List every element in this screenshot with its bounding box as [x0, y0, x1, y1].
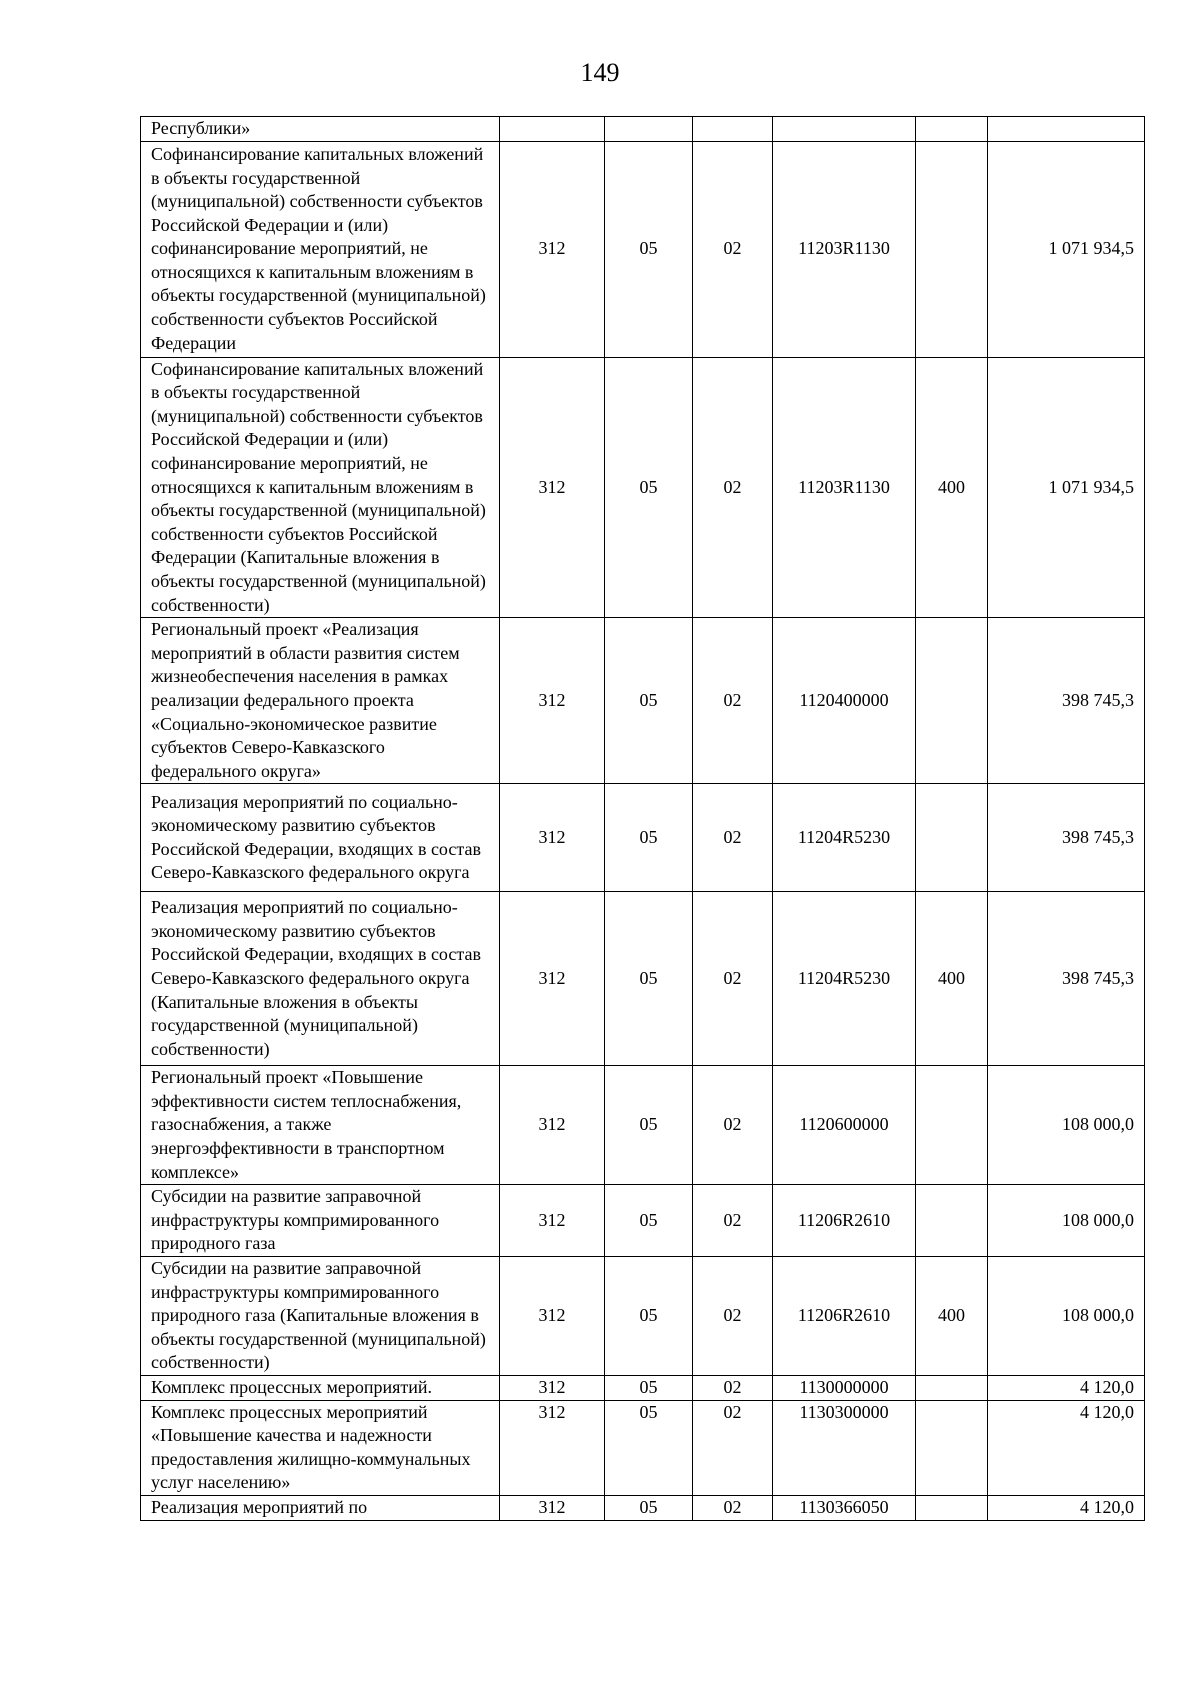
- row-name: Софинансирование капитальных вложений в объекты государственной (муниципальной) собственности субъектов Российской Федерации и (или) софинансирование мероприятий, не относящихся к капитальным вложениям в объекты государственной (муниципальной) собственности субъектов Российской Федерации: [141, 141, 500, 357]
- target-article-code: 11206R2610: [773, 1257, 916, 1376]
- ministry-code: 312: [500, 1400, 605, 1495]
- target-article-code: 11203R1130: [773, 141, 916, 357]
- row-name: Реализация мероприятий по социально-экономическому развитию субъектов Российской Федерации, входящих в состав Северо-Кавказского федерального округа: [141, 784, 500, 892]
- row-name: Субсидии на развитие заправочной инфраструктуры компримированного природного газа: [141, 1185, 500, 1257]
- row-name: Комплекс процессных мероприятий.: [141, 1376, 500, 1401]
- section-code: 05: [605, 357, 693, 618]
- table-row: [141, 892, 1145, 1066]
- target-article-code: 1130000000: [773, 1376, 916, 1401]
- expense-type-code: [916, 618, 988, 784]
- row-name: Региональный проект «Реализация мероприятий в области развития систем жизнеобеспечения населения в рамках реализации федерального проекта «Социально-экономическое развитие субъектов Северо-Кавказского федерального округа»: [141, 618, 500, 784]
- table-row: [141, 1257, 1145, 1376]
- ministry-code: 312: [500, 1185, 605, 1257]
- row-name: Реализация мероприятий по социально-экономическому развитию субъектов Российской Федерации, входящих в состав Северо-Кавказского федерального округа (Капитальные вложения в объекты государственной (муниципальной) собственности): [141, 892, 500, 1066]
- subsection-code: 02: [693, 892, 773, 1066]
- ministry-code: 312: [500, 141, 605, 357]
- subsection-code: 02: [693, 618, 773, 784]
- row-name: Субсидии на развитие заправочной инфраструктуры компримированного природного газа (Капитальные вложения в объекты государственной (муниципальной) собственности): [141, 1257, 500, 1376]
- expense-type-code: [916, 117, 988, 142]
- table-row: [141, 618, 1145, 784]
- expense-type-code: [916, 784, 988, 892]
- target-article-code: 11204R5230: [773, 892, 916, 1066]
- amount: [988, 117, 1145, 142]
- expense-type-code: [916, 141, 988, 357]
- row-name: Республики»: [141, 117, 500, 142]
- section-code: 05: [605, 141, 693, 357]
- subsection-code: 02: [693, 1495, 773, 1520]
- target-article-code: [773, 117, 916, 142]
- section-code: 05: [605, 892, 693, 1066]
- expense-type-code: 400: [916, 357, 988, 618]
- row-name: Региональный проект «Повышение эффективности систем теплоснабжения, газоснабжения, а также энергоэффективности в транспортном комплексе»: [141, 1066, 500, 1185]
- table-row: [141, 1376, 1145, 1401]
- section-code: 05: [605, 1495, 693, 1520]
- target-article-code: 11204R5230: [773, 784, 916, 892]
- section-code: 05: [605, 1257, 693, 1376]
- amount: 1 071 934,5: [988, 141, 1145, 357]
- amount: 398 745,3: [988, 784, 1145, 892]
- ministry-code: 312: [500, 784, 605, 892]
- ministry-code: 312: [500, 1066, 605, 1185]
- amount: 108 000,0: [988, 1185, 1145, 1257]
- expense-type-code: 400: [916, 1257, 988, 1376]
- ministry-code: [500, 117, 605, 142]
- subsection-code: [693, 117, 773, 142]
- amount: 398 745,3: [988, 892, 1145, 1066]
- target-article-code: 1120600000: [773, 1066, 916, 1185]
- ministry-code: 312: [500, 1376, 605, 1401]
- target-article-code: 1130300000: [773, 1400, 916, 1495]
- ministry-code: 312: [500, 1495, 605, 1520]
- section-code: 05: [605, 618, 693, 784]
- table-row: [141, 117, 1145, 142]
- row-name: Софинансирование капитальных вложений в объекты государственной (муниципальной) собственности субъектов Российской Федерации и (или) софинансирование мероприятий, не относящихся к капитальным вложениям в объекты государственной (муниципальной) собственности субъектов Российской Федерации (Капитальные вложения в объекты государственной (муниципальной) собственности): [141, 357, 500, 618]
- expense-type-code: [916, 1400, 988, 1495]
- expense-type-code: [916, 1185, 988, 1257]
- section-code: 05: [605, 1185, 693, 1257]
- section-code: 05: [605, 1400, 693, 1495]
- ministry-code: 312: [500, 357, 605, 618]
- page-number: 149: [580, 58, 620, 87]
- subsection-code: 02: [693, 1400, 773, 1495]
- section-code: 05: [605, 1376, 693, 1401]
- target-article-code: 11206R2610: [773, 1185, 916, 1257]
- row-name: Комплекс процессных мероприятий «Повышение качества и надежности предоставления жилищно-коммунальных услуг населению»: [141, 1400, 500, 1495]
- amount: 398 745,3: [988, 618, 1145, 784]
- amount: 108 000,0: [988, 1066, 1145, 1185]
- amount: 4 120,0: [988, 1495, 1145, 1520]
- subsection-code: 02: [693, 1066, 773, 1185]
- subsection-code: 02: [693, 1376, 773, 1401]
- expense-type-code: [916, 1066, 988, 1185]
- subsection-code: 02: [693, 357, 773, 618]
- section-code: [605, 117, 693, 142]
- target-article-code: 1130366050: [773, 1495, 916, 1520]
- row-name: Реализация мероприятий по: [141, 1495, 500, 1520]
- target-article-code: 1120400000: [773, 618, 916, 784]
- table-row: [141, 1400, 1145, 1495]
- expense-type-code: [916, 1495, 988, 1520]
- subsection-code: 02: [693, 1257, 773, 1376]
- table-row: [141, 784, 1145, 892]
- amount: 108 000,0: [988, 1257, 1145, 1376]
- expense-type-code: [916, 1376, 988, 1401]
- ministry-code: 312: [500, 618, 605, 784]
- amount: 4 120,0: [988, 1376, 1145, 1401]
- section-code: 05: [605, 784, 693, 892]
- ministry-code: 312: [500, 1257, 605, 1376]
- ministry-code: 312: [500, 892, 605, 1066]
- table-row: [141, 357, 1145, 618]
- subsection-code: 02: [693, 784, 773, 892]
- section-code: 05: [605, 1066, 693, 1185]
- amount: 4 120,0: [988, 1400, 1145, 1495]
- target-article-code: 11203R1130: [773, 357, 916, 618]
- table-row: [141, 1495, 1145, 1520]
- table-row: [141, 141, 1145, 357]
- amount: 1 071 934,5: [988, 357, 1145, 618]
- expense-type-code: 400: [916, 892, 988, 1066]
- subsection-code: 02: [693, 141, 773, 357]
- table-row: [141, 1185, 1145, 1257]
- subsection-code: 02: [693, 1185, 773, 1257]
- budget-table: [140, 116, 1145, 1521]
- table-row: [141, 1066, 1145, 1185]
